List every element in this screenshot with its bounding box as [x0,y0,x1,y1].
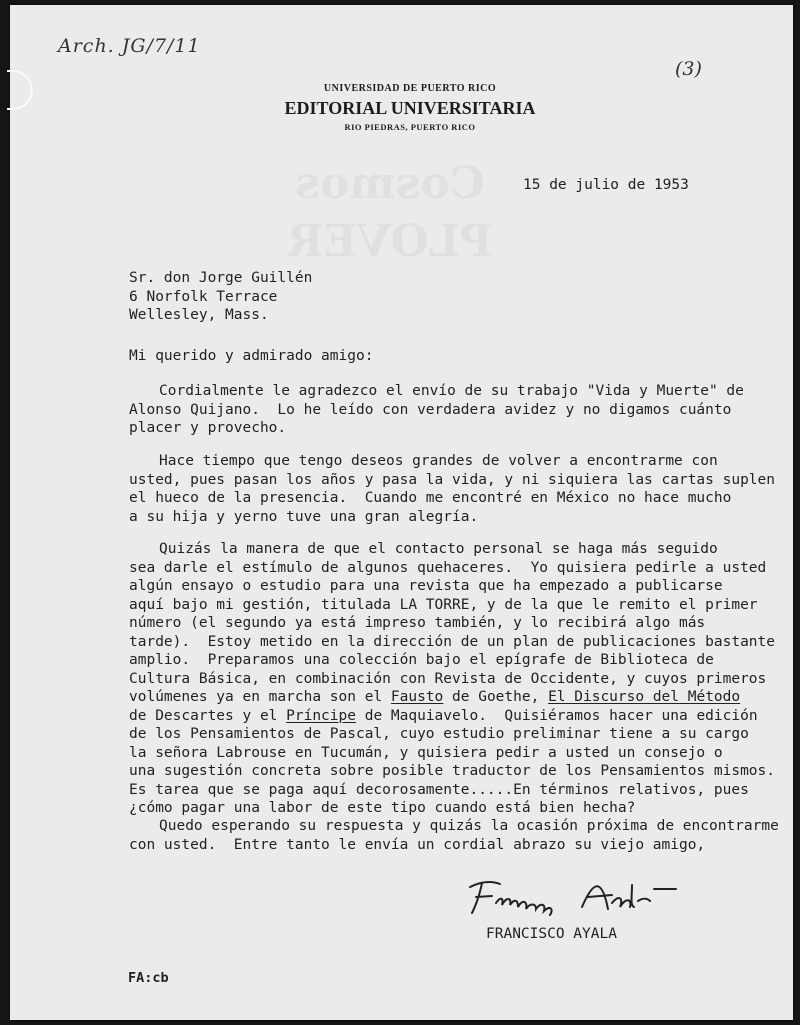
archive-reference: Arch. JG/7/11 [58,35,201,57]
paragraph-1 [129,382,744,438]
text-line: una sugestión concreta sobre posible traductor de los Pensamientos mismos. [129,763,776,779]
text-line: usted, pues pasan los años y pasa la vida, y ni siquiera las cartas suplen [129,471,776,488]
letter-page [10,5,793,1020]
punch-hole [7,70,33,110]
recipient-city: Wellesley, Mass. [129,307,269,323]
text-line: aquí bajo mi gestión, titulada LA TORRE, y de la que le remito el primer [129,596,758,613]
text-line: a su hija y yerno tuve una gran alegría. [129,508,479,525]
text-line: Cultura Básica, en combinación con Revista de Occidente, y cuyos primeros [129,670,767,687]
paragraph-3 [129,540,775,818]
handwritten-signature [462,875,722,920]
recipient-street: 6 Norfolk Terrace [129,288,278,305]
recipient-name: Sr. don Jorge Guillén [129,270,313,286]
text-line: tarde). Estoy metido en la dirección de un plan de publicaciones bastante [129,633,776,650]
text-line: con usted. Entre tanto le envía un cordial abrazo su viejo amigo, [129,836,706,853]
recipient-address [129,269,312,325]
letterhead-publisher: EDITORIAL UNIVERSITARIA [284,98,536,118]
text-line: el hueco de la presencia. Cuando me encontré en México no hace mucho [129,490,732,506]
letter-date: 15 de julio de 1953 [523,177,689,193]
text-line: la señora Labrouse en Tucumán, y quisiera pedir a usted un consejo o [129,744,723,761]
text-line: Quedo esperando su respuesta y quizás la ocasión próxima de encontrarme [159,818,779,834]
book-title-discurso: El Discurso del Método [548,689,741,705]
text-line: Es tarea que se paga aquí decorosamente.....En términos relativos, pues [129,781,749,798]
text-segment: de Goethe, [443,689,549,705]
text-line: Cordialmente le agradezco el envío de su trabajo "Vida y Muerte" de [159,383,744,399]
text-line: Hace tiempo que tengo deseos grandes de volver a encontrarme con [159,453,718,469]
salutation: Mi querido y admirado amigo: [129,348,374,364]
text-line: ¿cómo pagar una labor de este tipo cuando está bien hecha? [129,800,636,816]
text-line: Alonso Quijano. Lo he leído con verdadera avidez y no digamos cuánto [129,401,732,418]
text-segment: de Descartes y el [129,707,287,724]
text-line: placer y provecho. [129,420,287,436]
show-through-text [180,155,600,271]
text-line: Quizás la manera de que el contacto personal se haga más seguido [159,541,718,557]
text-line: algún ensayo o estudio para una revista que ha empezado a publicarse [129,578,723,594]
text-segment: de Maquiavelo. Quisiéramos hacer una edición [355,707,758,724]
paragraph-4 [129,817,779,854]
book-title-principe: Príncipe [286,707,356,724]
letterhead-location: RIO PIEDRAS, PUERTO RICO [344,122,476,132]
text-line: sea darle el estímulo de algunos quehaceres. Yo quisiera pedirle a usted [129,559,767,576]
text-line: amplio. Preparamos una colección bajo el epígrafe de Biblioteca de [129,652,714,668]
typed-signature-name: FRANCISCO AYALA [486,926,617,942]
letterhead-institution: UNIVERSIDAD DE PUERTO RICO [323,83,497,94]
paragraph-2 [129,452,775,526]
text-segment: volúmenes ya en marcha son el [129,689,391,705]
typist-initials: FA:cb [128,970,169,986]
page-number: (3) [675,58,702,80]
book-title-fausto: Fausto [390,689,444,705]
text-line: de los Pensamientos de Pascal, cuyo estudio preliminar tiene a su cargo [129,726,749,742]
text-line: número (el segundo ya está impreso también, y lo recibirá algo más [129,615,706,631]
